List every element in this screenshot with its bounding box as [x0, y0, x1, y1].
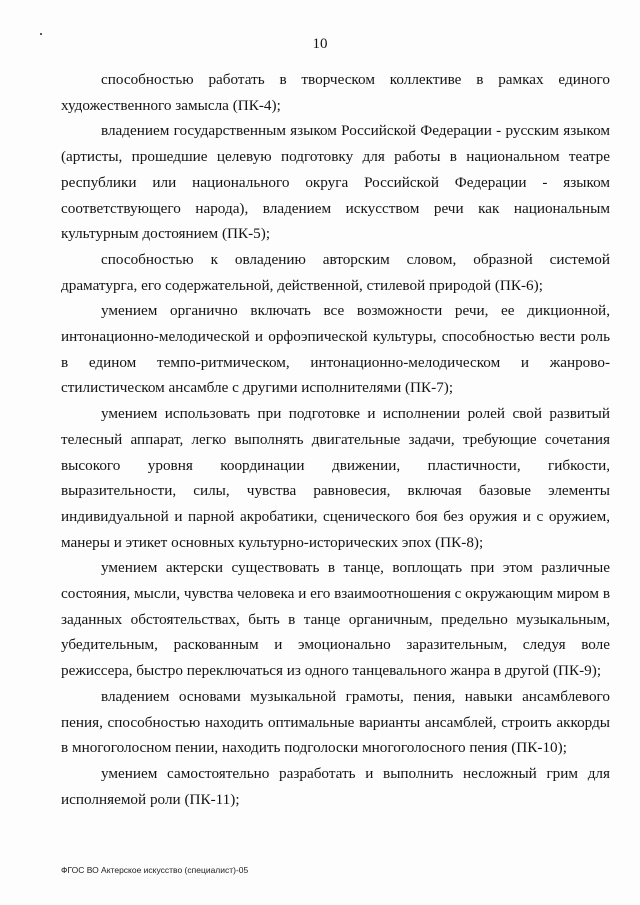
competency-paragraph-pk8: умением использовать при подготовке и исполнении ролей свой развитый телесный аппарат, легко выполнять двигательные задачи, требующие сочетания высокого уровня координации движении, пластичности, гибкости, выразительности, силы, чувства равновесия, включая базовые элементы индивидуальной и парной акробатики, сценического боя без оружия и с оружием, манеры и этикет основных культурно-исторических эпох (ПК-8);: [61, 405, 610, 551]
page-footer: ФГОС ВО Актерское искусство (специалист)-05: [61, 865, 249, 875]
competency-paragraph-pk10: владением основами музыкальной грамоты, пения, навыки ансамблевого пения, способностью находить оптимальные варианты ансамблей, строить аккорды в многоголосном пении, находить подголоски многоголосного пения (ПК-10);: [61, 687, 610, 757]
document-body: [61, 67, 610, 812]
scan-speck: [40, 33, 42, 35]
competency-paragraph-pk9: умением актерски существовать в танце, воплощать при этом различные состояния, мысли, чувства человека и его взаимоотношения с окружающим миром в заданных обстоятельствах, быть в танце органичным, предельно музыкальным, убедительным, раскованным и эмоционально заразительным, следуя воле режиссера, быстро переключаться из одного танцевального жанра в другой (ПК-9);: [61, 559, 610, 680]
competency-paragraph-pk11: умением самостоятельно разработать и выполнить несложный грим для исполняемой роли (ПК-11);: [61, 764, 610, 808]
competency-paragraph-pk4: способностью работать в творческом коллективе в рамках единого художественного замысла (ПК-4);: [61, 71, 610, 114]
competency-paragraph-pk5: владением государственным языком Российской Федерации - русским языком (артисты, прошедшие целевую подготовку для работы в национальном театре республики или национального округа Российской Федерации - языком соответствующего народа), владением искусством речи как национальным культурным достоянием (ПК-5);: [61, 122, 610, 243]
competency-paragraph-pk7: умением органично включать все возможности речи, ее дикционной, интонационно-мелодической и орфоэпической культуры, способностью вести роль в едином темпо-ритмическом, интонационно-мелодическом и жанрово-стилистическом ансамбле с другими исполнителями (ПК-7);: [61, 302, 610, 397]
page-number: 10: [312, 36, 328, 52]
competency-paragraph-pk6: способностью к овладению авторским словом, образной системой драматурга, его содержательной, действенной, стилевой природой (ПК-6);: [61, 250, 610, 294]
